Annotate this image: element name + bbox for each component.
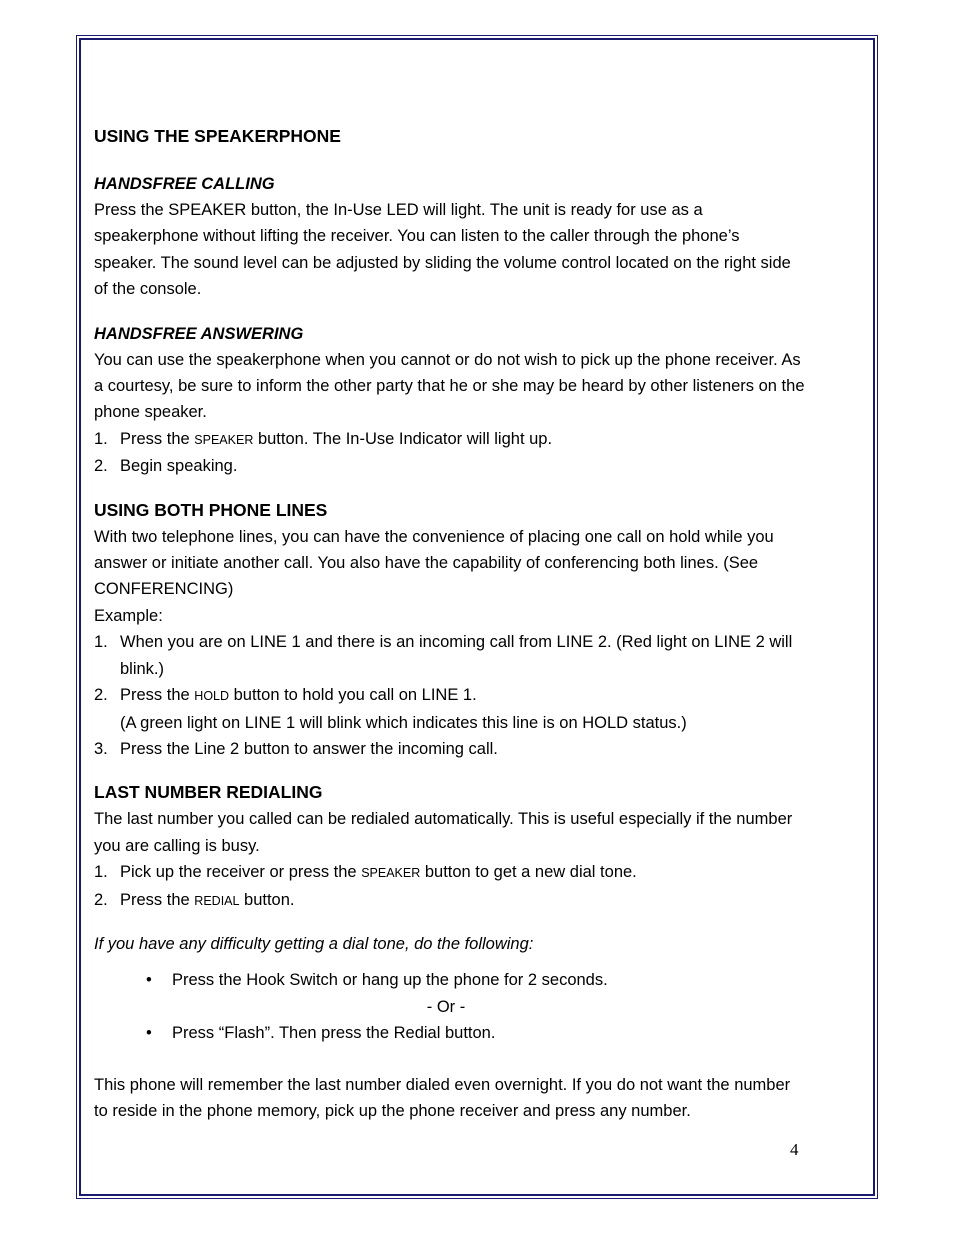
list-item (94, 887, 806, 914)
list-item (94, 736, 806, 762)
both-lines-steps (94, 629, 806, 762)
step-number: 2. (94, 686, 108, 705)
step-number: 3. (94, 739, 108, 758)
both-lines-heading: USING BOTH PHONE LINES (94, 499, 328, 520)
example-label: Example: (94, 606, 163, 625)
list-item (94, 453, 806, 479)
both-lines-intro: With two telephone lines, you can have the convenience of placing one call on hold while you answer or initiate another call. You also have the capability of conferencing both lines. (See CONFERENCING) (94, 527, 774, 599)
difficulty-note: If you have any difficulty getting a dial tone, do the following: (94, 934, 534, 953)
speaker-key-label: SPEAKER (194, 432, 254, 447)
hold-key-label: HOLD (194, 689, 230, 704)
memory-note: This phone will remember the last number dialed even overnight. If you do not want the number to reside in the phone memory, pick up the phone receiver and press any number. (94, 1075, 791, 1120)
step-text: Pick up the receiver or press the (120, 863, 362, 882)
step-text: Press the (120, 890, 195, 909)
step-text: button. The In-Use Indicator will light up. (253, 429, 553, 448)
step-text: Press the Line 2 button to answer the incoming call. (120, 739, 498, 758)
document-body (94, 122, 806, 1124)
step-number: 2. (94, 457, 108, 476)
step-text: Press the (120, 686, 195, 705)
step-text: Begin speaking. (120, 457, 238, 476)
redial-key-label: REDIAL (194, 893, 240, 908)
speakerphone-heading: USING THE SPEAKERPHONE (94, 126, 341, 146)
step-number: 1. (94, 863, 108, 882)
bullet-text: Press “Flash”. Then press the Redial button. (172, 1024, 496, 1043)
step-text: button to hold you call on LINE 1. (229, 686, 477, 705)
step-note: (A green light on LINE 1 will blink which indicates this line is on HOLD status.) (120, 713, 687, 732)
or-separator: - Or - (426, 997, 466, 1016)
list-item (94, 426, 806, 453)
difficulty-options (94, 1020, 806, 1046)
list-item (94, 1020, 806, 1046)
page-number: 4 (790, 1140, 799, 1159)
bullet-icon: • (146, 1024, 152, 1043)
step-text: button to get a new dial tone. (420, 863, 637, 882)
list-item (94, 859, 806, 886)
speaker-key-label: SPEAKER (361, 866, 421, 881)
step-text: When you are on LINE 1 and there is an incoming call from LINE 2. (Red light on LINE 2 will blink.) (120, 633, 793, 678)
handsfree-calling-heading: HANDSFREE CALLING (94, 175, 275, 193)
step-number: 2. (94, 890, 108, 909)
bullet-text: Press the Hook Switch or hang up the phone for 2 seconds. (172, 971, 608, 990)
handsfree-answering-heading: HANDSFREE ANSWERING (94, 324, 304, 343)
redial-intro: The last number you called can be redialed automatically. This is useful especially if the number you are calling is busy. (94, 810, 793, 855)
list-item (94, 967, 806, 993)
step-text: button. (239, 890, 295, 909)
redial-heading: LAST NUMBER REDIALING (94, 782, 323, 803)
list-item (94, 629, 806, 682)
answering-steps (94, 426, 806, 480)
bullet-icon: • (146, 971, 152, 990)
step-number: 1. (94, 429, 108, 448)
redial-steps (94, 859, 806, 914)
difficulty-options (94, 967, 806, 993)
step-text: Press the (120, 429, 195, 448)
handsfree-answering-text: You can use the speakerphone when you cannot or do not wish to pick up the phone receiver. As a courtesy, be sure to inform the other party that he or she may be heard by other listeners on the phone speaker. (94, 350, 805, 422)
step-number: 1. (94, 633, 108, 652)
list-item (94, 682, 806, 736)
handsfree-calling-text: Press the SPEAKER button, the In-Use LED will light. The unit is ready for use as a speakerphone without lifting the receiver. You can listen to the caller through the phone’s speaker. The sound level can be adjusted by sliding the volume control located on the right side of the console. (94, 201, 791, 299)
